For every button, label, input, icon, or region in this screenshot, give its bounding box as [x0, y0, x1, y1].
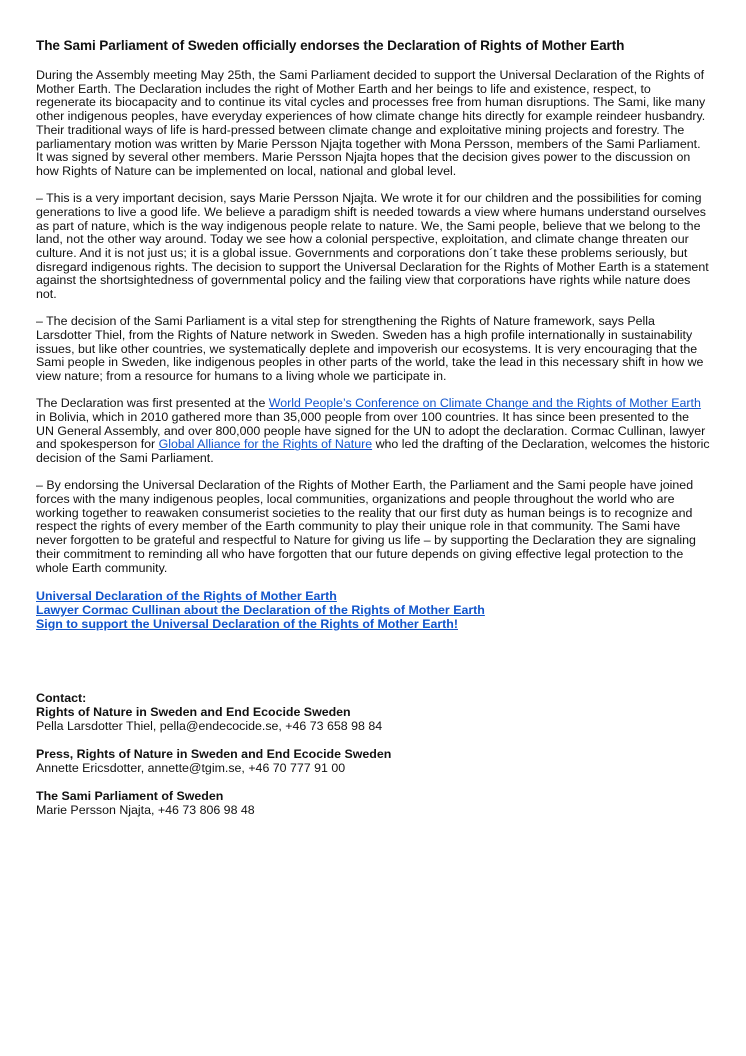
contact-person-2: Annette Ericsdotter, annette@tgim.se, +46 70 777 91 00	[36, 760, 346, 775]
contact-org-2: Press, Rights of Nature in Sweden and End Ecocide Sweden	[36, 746, 392, 761]
declaration-text-before: The Declaration was first presented at the	[36, 396, 269, 411]
contact-org-1: Rights of Nature in Sweden and End Ecocide Sweden	[36, 704, 351, 719]
sign-support-link[interactable]: Sign to support the Universal Declaration of the Rights of Mother Earth!	[36, 616, 458, 631]
page-title: The Sami Parliament of Sweden officially endorses the Declaration of Rights of Mother Earth	[36, 38, 625, 53]
contact-block-1	[36, 691, 710, 733]
paragraph-quote-njajta: – This is a very important decision, says Marie Persson Njajta. We wrote it for our children and the possibilities for coming generations to live a good life. We believe a paradigm shift is needed towards a view where humans understand ourselves as part of nature, which is the way indigenous people relate to nature. We, the Sami people, believe that we belong to the land, not the other way around. Today we see how a colonial perspective, exploitation, and climate change threaten our culture. And it is not just us; it is a global issue. Governments and corporations don´t take these problems seriously, but disregard indigenous rights. The decision to support the Universal Declaration for the Rights of Mother Earth is a statement against the shortsightedness of governmental policy and the failing view that corporations have rights while nature does not.	[36, 191, 709, 302]
declaration-text-after: who led the drafting of the Declaration, welcomes the historic decision of the Sami Parliament.	[36, 437, 710, 466]
contact-block-3	[36, 789, 710, 817]
resource-links	[36, 589, 710, 631]
contact-person-3: Marie Persson Njajta, +46 73 806 98 48	[36, 802, 255, 817]
contact-person-1: Pella Larsdotter Thiel, pella@endecocide.se, +46 73 658 98 84	[36, 718, 383, 733]
paragraph-quote-thiel: – The decision of the Sami Parliament is a vital step for strengthening the Rights of Nature framework, says Pella Larsdotter Thiel, from the Rights of Nature network in Sweden. Sweden has a high profile internationally in sustainability issues, but like other countries, we systematically deplete and impoverish our ecosystems. It is very encouraging that the Sami people in Sweden, like indigenous peoples in other parts of the world, take the lead in this necessary shift in how we view nature; from a resource for humans to a living whole we participate in.	[36, 314, 704, 384]
contact-org-3: The Sami Parliament of Sweden	[36, 788, 224, 803]
cullinan-link[interactable]: Lawyer Cormac Cullinan about the Declaration of the Rights of Mother Earth	[36, 602, 485, 617]
paragraph-declaration-history	[36, 397, 710, 466]
declaration-link[interactable]: Universal Declaration of the Rights of Mother Earth	[36, 588, 337, 603]
declaration-text-middle: in Bolivia, which in 2010 gathered more than 35,000 people from over 100 countries. It has since been presented to the UN General Assembly, and over 800,000 people have signed for the UN to adopt the declaration. Cormac Cullinan, lawyer and spokesperson for	[36, 409, 706, 452]
paragraph-intro: During the Assembly meeting May 25th, the Sami Parliament decided to support the Universal Declaration of the Rights of Mother Earth. The Declaration includes the right of Mother Earth and her beings to life and existence, respect, to regenerate its biocapacity and to continue its vital cycles and processes free from human disruptions. The Sami, like many other indigenous peoples, have everyday experiences of how climate change hits directly for example reindeer husbandry. Their traditional ways of life is hard-pressed between climate change and exploitative mining projects and forestry. The parliamentary motion was written by Marie Persson Njajta together with Mona Persson, members of the Sami Parliament. It was signed by several other members. Marie Persson Njajta hopes that the decision gives power to the discussion on how Rights of Nature can be implemented on local, national and global level.	[36, 68, 706, 178]
contact-block-2	[36, 747, 710, 775]
press-release	[36, 38, 710, 831]
contact-section	[36, 691, 710, 817]
contact-heading: Contact:	[36, 690, 87, 705]
global-alliance-link[interactable]: Global Alliance for the Rights of Nature	[158, 437, 373, 452]
paragraph-endorsement: – By endorsing the Universal Declaration of the Rights of Mother Earth, the Parliament and the Sami people have joined forces with the many indigenous peoples, local communities, organizations and people throughout the world who are working together to reawaken consumerist societies to the reality that our first duty as human beings is to recognize and respect the rights of every member of the Earth community to play their unique role in that community. The Sami have never forgotten to be grateful and respectful to Nature for giving us life – by supporting the Declaration they are signaling their commitment to reminding all who have forgotten that our future depends on giving effective legal protection to the whole Earth community.	[36, 478, 696, 575]
world-peoples-conference-link[interactable]: World People’s Conference on Climate Change and the Rights of Mother Earth	[268, 396, 701, 411]
